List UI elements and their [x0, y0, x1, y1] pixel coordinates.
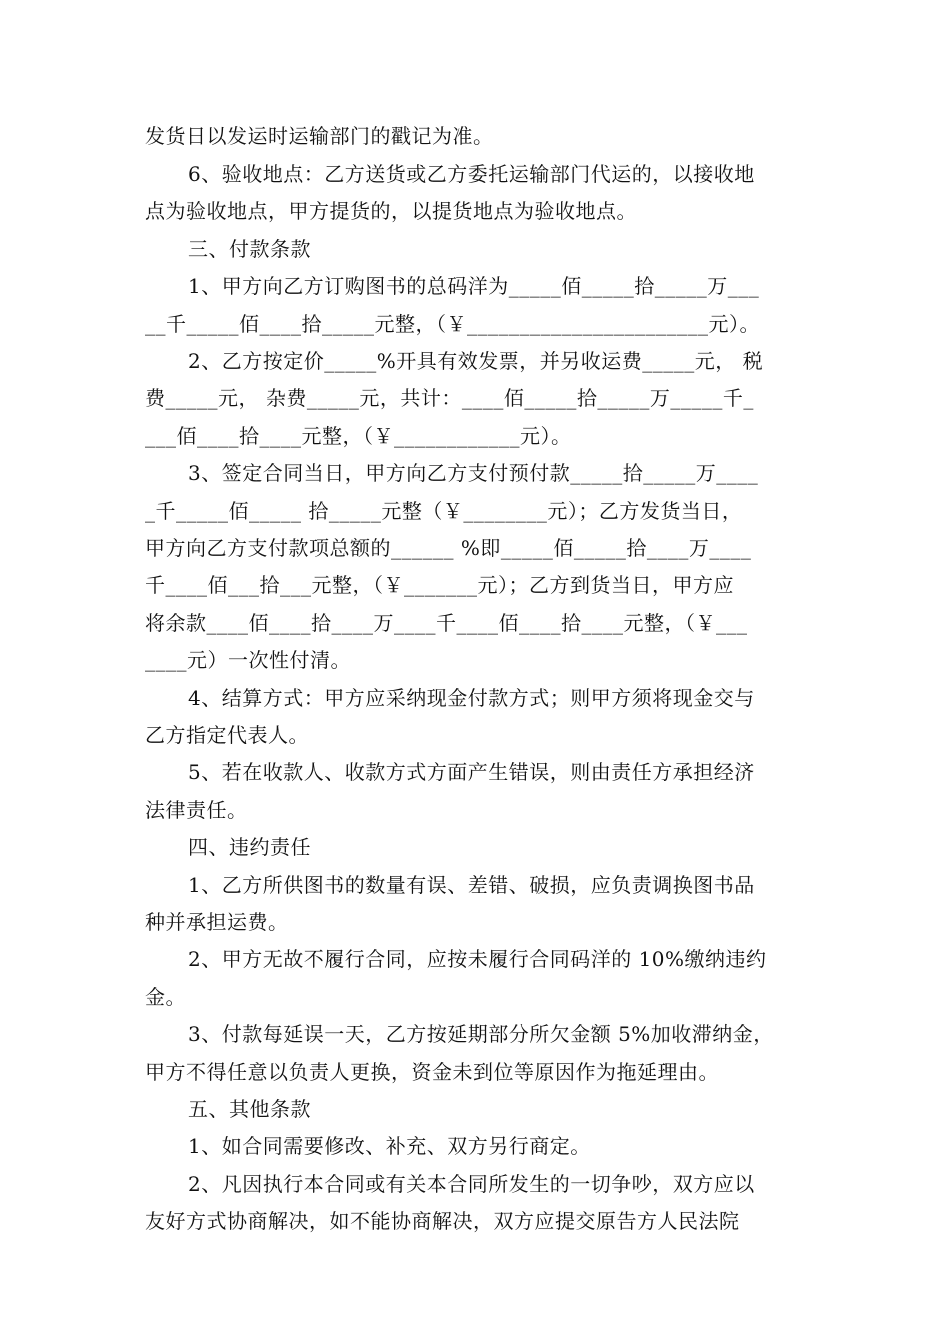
text-line: 5、若在收款人、收款方式方面产生错误，则由责任方承担经济: [188, 760, 755, 784]
text-line: 发货日以发运时运输部门的戳记为准。: [145, 124, 494, 148]
text-line: ____元）一次性付清。: [145, 648, 351, 672]
text-line: 2、凡因执行本合同或有关本合同所发生的一切争吵，双方应以: [188, 1172, 755, 1196]
text-line: 2、甲方无故不履行合同，应按未履行合同码洋的 10%缴纳违约: [188, 947, 767, 971]
text-line: 乙方指定代表人。: [145, 723, 309, 747]
text-line: 费_____元， 杂费_____元，共计：____佰_____拾_____万_____千_: [145, 386, 754, 410]
text-line: 甲方不得任意以负责人更换，资金未到位等原因作为拖延理由。: [145, 1060, 719, 1084]
section-heading: 三、付款条款: [188, 237, 311, 261]
text-line: 点为验收地点，甲方提货的，以提货地点为验收地点。: [145, 199, 637, 223]
text-line: 甲方向乙方支付款项总额的______ %即_____佰_____拾____万____: [145, 536, 752, 560]
text-line: __千_____佰____拾_____元整，（￥_______________________元）。: [145, 312, 760, 336]
text-line: 1、如合同需要修改、补充、双方另行商定。: [188, 1134, 591, 1158]
text-line: 1、甲方向乙方订购图书的总码洋为_____佰_____拾_____万___: [188, 274, 760, 298]
section-heading: 四、违约责任: [188, 835, 311, 859]
text-line: _千_____佰_____ 拾_____元整（￥________元）；乙方发货当日，: [145, 499, 743, 523]
text-line: 将余款____佰____拾____万____千____佰____拾____元整，（￥___: [145, 611, 748, 635]
text-line: 2、乙方按定价_____%开具有效发票，并另收运费_____元， 税: [188, 349, 764, 373]
text-line: 1、乙方所供图书的数量有误、差错、破损，应负责调换图书品: [188, 873, 755, 897]
text-line: 千____佰___拾___元整，（￥_______元）；乙方到货当日，甲方应: [145, 573, 734, 597]
text-line: 4、结算方式：甲方应采纳现金付款方式；则甲方须将现金交与: [188, 686, 755, 710]
text-line: 3、付款每延误一天，乙方按延期部分所欠金额 5%加收滞纳金，: [188, 1022, 774, 1046]
text-line: 3、签定合同当日，甲方向乙方支付预付款_____拾_____万____: [188, 461, 759, 485]
text-line: ___佰____拾____元整，（￥____________元）。: [145, 424, 572, 448]
text-line: 法律责任。: [145, 798, 248, 822]
text-line: 友好方式协商解决，如不能协商解决，双方应提交原告方人民法院: [145, 1209, 740, 1233]
section-heading: 五、其他条款: [188, 1097, 311, 1121]
text-line: 种并承担运费。: [145, 910, 289, 934]
text-line: 金。: [145, 985, 186, 1009]
text-line: 6、验收地点：乙方送货或乙方委托运输部门代运的，以接收地: [188, 162, 755, 186]
